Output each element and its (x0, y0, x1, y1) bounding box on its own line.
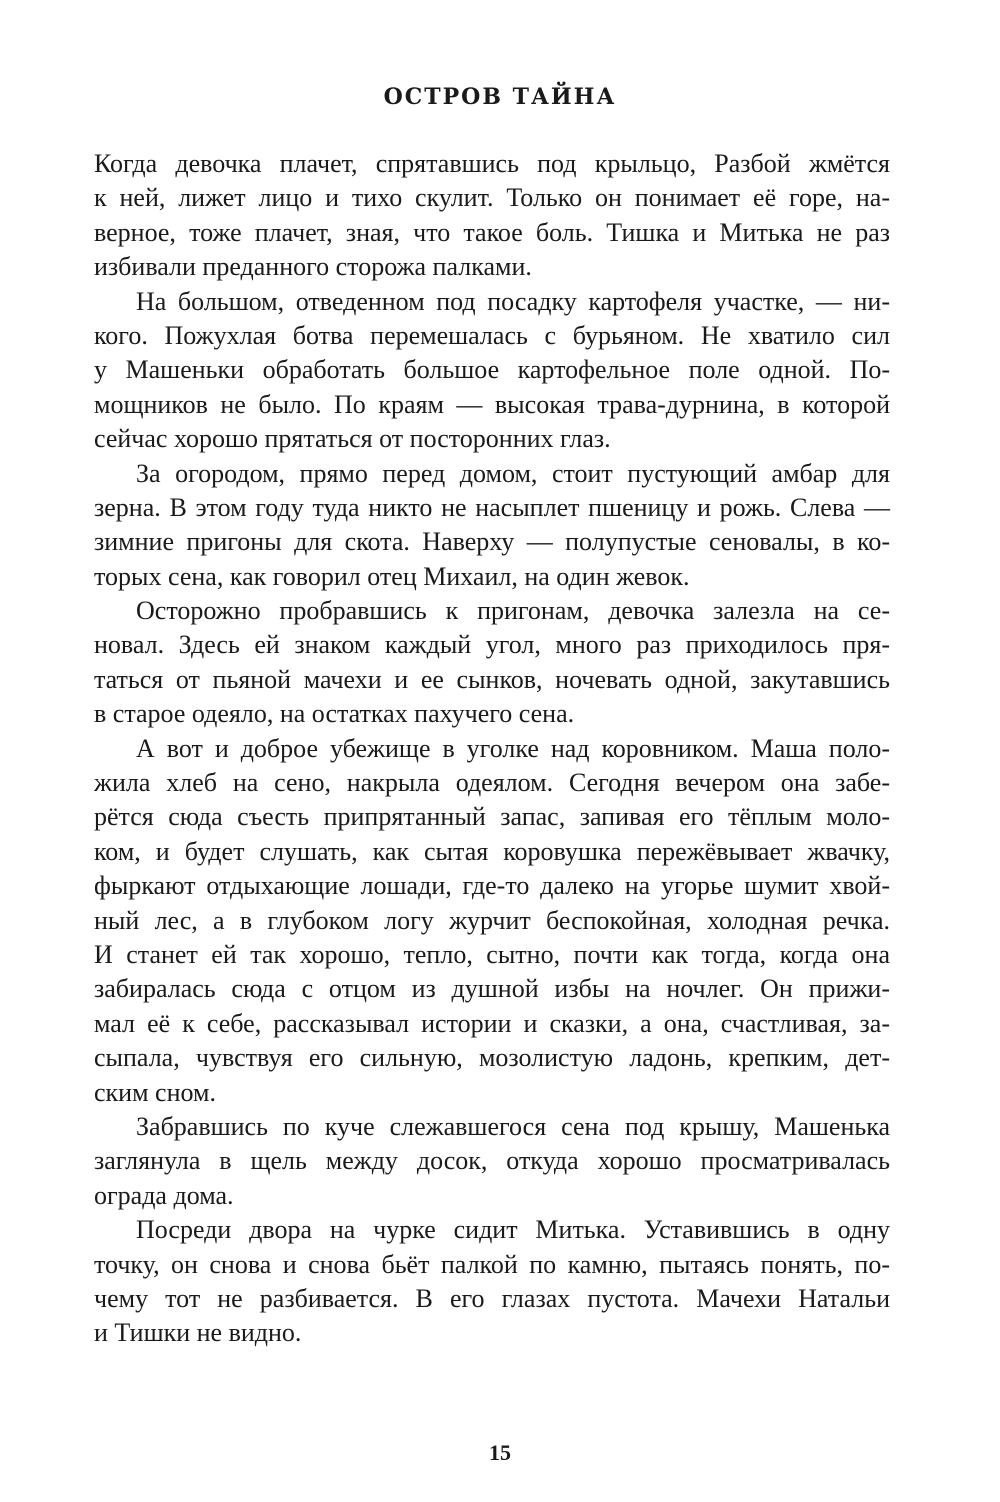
text-line: сейчас хорошо прятаться от посторонних глаз. (94, 424, 611, 454)
text-line: сыпала, чувствуя его сильную, мозолистую ладонь, крепким, дет- (94, 1043, 890, 1073)
running-head: ОСТРОВ ТАЙНА (383, 84, 617, 110)
text-line: ским сном. (94, 1077, 216, 1107)
text-line: фыркают отдыхающие лошади, где-то далеко на угорье шумит хвой- (94, 871, 890, 901)
text-line: Посреди двора на чурке сидит Митька. Уставившись в одну (136, 1215, 890, 1245)
text-line: За огородом, прямо перед домом, стоит пустующий амбар для (136, 458, 890, 488)
body-text (94, 147, 890, 1351)
text-line: ограда дома. (94, 1180, 234, 1210)
text-line: мощников не было. По краям — высокая трава-дурнина, в которой (94, 389, 890, 419)
text-line: зерна. В этом году туда никто не насыплет пшеницу и рожь. Слева — (94, 492, 890, 522)
text-line: новал. Здесь ей знаком каждый угол, много раз приходилось пря- (94, 630, 890, 660)
text-line: избивали преданного сторожа палками. (94, 252, 532, 282)
text-line: заглянула в щель между досок, откуда хорошо просматривалась (94, 1146, 890, 1176)
text-line: Осторожно пробравшись к пригонам, девочка залезла на се- (136, 596, 890, 626)
text-line: чему тот не разбивается. В его глазах пустота. Мачехи Натальи (94, 1283, 890, 1313)
text-line: На большом, отведенном под посадку картофеля участке, — ни- (136, 286, 890, 316)
text-line: и Тишки не видно. (94, 1318, 302, 1348)
text-line: И станет ей так хорошо, тепло, сытно, почти как тогда, когда она (94, 939, 890, 969)
text-line: рётся сюда съесть припрятанный запас, запивая его тёплым моло- (94, 802, 890, 832)
text-line: в старое одеяло, на остатках пахучего сена. (94, 699, 575, 729)
text-line: мал её к себе, рассказывал истории и сказки, а она, счастливая, за- (94, 1008, 890, 1038)
text-line: ком, и будет слушать, как сытая коровушка пережёвывает жвачку, (94, 836, 890, 866)
text-line: ный лес, а в глубоком логу журчит беспокойная, холодная речка. (94, 905, 890, 935)
text-line: Когда девочка плачет, спрятавшись под крыльцо, Разбой жмётся (94, 149, 890, 178)
text-line: точку, он снова и снова бьёт палкой по камню, пытаясь понять, по- (94, 1249, 890, 1279)
text-line: Забравшись по куче слежавшегося сена под крышу, Машенька (136, 1111, 890, 1141)
text-line: торых сена, как говорил отец Михаил, на один жевок. (94, 561, 690, 591)
text-line: А вот и доброе убежище в уголке над коровником. Маша поло- (136, 733, 890, 763)
text-line: забиралась сюда с отцом из душной избы на ночлег. Он прижи- (94, 974, 890, 1004)
text-line: зимние пригоны для скота. Наверху — полупустые сеновалы, в ко- (94, 527, 890, 557)
text-line: кого. Пожухлая ботва перемешалась с бурьяном. Не хватило сил (94, 320, 890, 350)
text-line: таться от пьяной мачехи и ее сынков, ночевать одной, закутавшись (94, 664, 890, 694)
text-line: верное, тоже плачет, зная, что такое боль. Тишка и Митька не раз (94, 217, 890, 247)
text-line: у Машеньки обработать большое картофельное поле одной. По- (94, 355, 890, 385)
text-line: жила хлеб на сено, накрыла одеялом. Сегодня вечером она забе- (94, 768, 890, 798)
text-line: к ней, лижет лицо и тихо скулит. Только он понимает её горе, на- (94, 183, 890, 213)
page-number: 15 (489, 1440, 511, 1465)
